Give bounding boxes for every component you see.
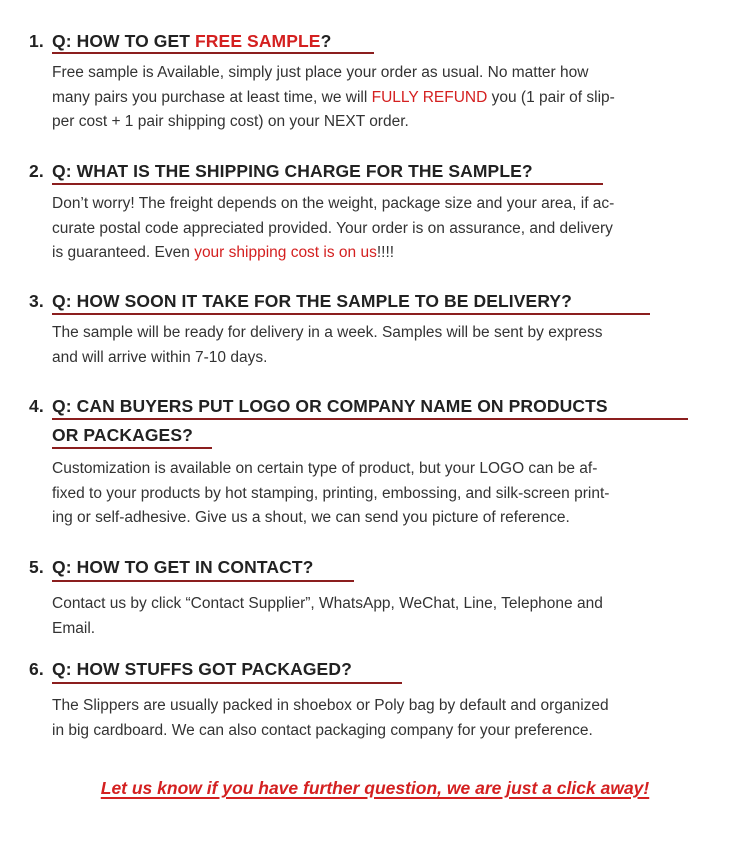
- faq-1-number: 1.: [29, 31, 44, 51]
- faq-5-answer-line-1: [52, 592, 720, 617]
- faq-2-question: [29, 161, 533, 182]
- faq-1-question: [29, 31, 331, 52]
- faq-2-answer: [52, 192, 720, 266]
- faq-3-question: [29, 291, 572, 312]
- faq-6-question: [29, 659, 352, 680]
- answer-text: ing or self-adhesive. Give us a shout, we can send you picture of reference.: [52, 509, 570, 527]
- faq-4-question-line-2: OR PACKAGES?: [52, 425, 193, 445]
- faq-4-answer-line-1: [52, 457, 720, 482]
- faq-4-answer-line-2: [52, 482, 720, 507]
- answer-text: in big cardboard. We can also contact packaging company for your preference.: [52, 721, 593, 739]
- answer-text: Customization is available on certain type of product, but your LOGO can be af-: [52, 460, 598, 477]
- faq-2-answer-line-2: [52, 217, 720, 242]
- faq-3-question-text: Q: HOW SOON IT TAKE FOR THE SAMPLE TO BE DELIVERY?: [52, 291, 572, 311]
- faq-5-answer: [52, 592, 720, 641]
- answer-text: The sample will be ready for delivery in a week. Samples will be sent by express: [52, 324, 603, 341]
- answer-text: Contact us by click “Contact Supplier”, WhatsApp, WeChat, Line, Telephone and: [52, 595, 603, 612]
- faq-4-question: [29, 396, 608, 445]
- faq-3-answer: [52, 321, 720, 370]
- faq-6-question-text: Q: HOW STUFFS GOT PACKAGED?: [52, 659, 352, 679]
- faq-5-underline: [52, 580, 354, 582]
- faq-4-answer-line-3: [52, 506, 720, 531]
- faq-4-underline-2: [52, 447, 212, 449]
- answer-text: Email.: [52, 619, 96, 637]
- faq-3-answer-line-2: [52, 346, 720, 371]
- answer-text: per cost + 1 pair shipping cost) on your NEXT order.: [52, 113, 409, 131]
- answer-text: curate postal code appreciated provided. Your order is on assurance, and delivery: [52, 219, 613, 237]
- faq-4-question-text: Q: CAN BUYERS PUT LOGO OR COMPANY NAME ON PRODUCTS: [52, 396, 608, 416]
- faq-5-answer-line-2: [52, 617, 720, 642]
- faq-1-underline: [52, 52, 374, 54]
- faq-5-question: [29, 557, 313, 578]
- faq-2-underline: [52, 183, 603, 185]
- faq-3-answer-line-1: [52, 321, 720, 346]
- faq-3-number: 3.: [29, 291, 44, 311]
- faq-3-underline: [52, 313, 650, 315]
- faq-2-question-text: Q: WHAT IS THE SHIPPING CHARGE FOR THE SAMPLE?: [52, 161, 533, 181]
- faq-4-underline-1: [52, 418, 688, 420]
- faq-1-question-post: ?: [320, 31, 332, 51]
- answer-text: !!!!: [376, 244, 395, 262]
- faq-1-answer-line-1: [52, 61, 720, 86]
- answer-text: is guaranteed. Even: [52, 244, 195, 262]
- faq-1-question-pre: Q: HOW TO GET: [52, 31, 196, 51]
- faq-1-answer: [52, 61, 720, 135]
- faq-2-number: 2.: [29, 161, 44, 181]
- answer-highlight: FULLY REFUND: [371, 88, 488, 106]
- faq-2-answer-line-1: [52, 192, 720, 217]
- answer-text: The Slippers are usually packed in shoebox or Poly bag by default and organized: [52, 697, 609, 714]
- faq-4-number: 4.: [29, 396, 44, 416]
- answer-text: you (1 pair of slip-: [487, 88, 615, 106]
- faq-5-number: 5.: [29, 557, 44, 577]
- answer-text: Free sample is Available, simply just place your order as usual. No matter how: [52, 64, 589, 81]
- faq-5-question-text: Q: HOW TO GET IN CONTACT?: [52, 557, 314, 577]
- faq-6-answer: [52, 694, 720, 743]
- faq-6-underline: [52, 682, 402, 684]
- closing-message: Let us know if you have further question, we are just a click away!: [100, 778, 650, 798]
- answer-highlight: your shipping cost is on us: [194, 244, 377, 262]
- faq-1-question-highlight: FREE SAMPLE: [195, 31, 321, 51]
- faq-1-answer-line-3: [52, 110, 720, 135]
- faq-6-answer-line-2: [52, 719, 720, 744]
- faq-1-answer-line-2: [52, 86, 720, 111]
- faq-4-answer: [52, 457, 720, 531]
- faq-6-answer-line-1: [52, 694, 720, 719]
- faq-2-answer-line-3: [52, 241, 720, 266]
- faq-6-number: 6.: [29, 659, 44, 679]
- answer-text: and will arrive within 7-10 days.: [52, 348, 268, 366]
- answer-text: many pairs you purchase at least time, we will: [52, 88, 372, 106]
- answer-text: Don’t worry! The freight depends on the weight, package size and your area, if ac-: [52, 195, 615, 212]
- answer-text: fixed to your products by hot stamping, printing, embossing, and silk-screen print-: [52, 484, 610, 502]
